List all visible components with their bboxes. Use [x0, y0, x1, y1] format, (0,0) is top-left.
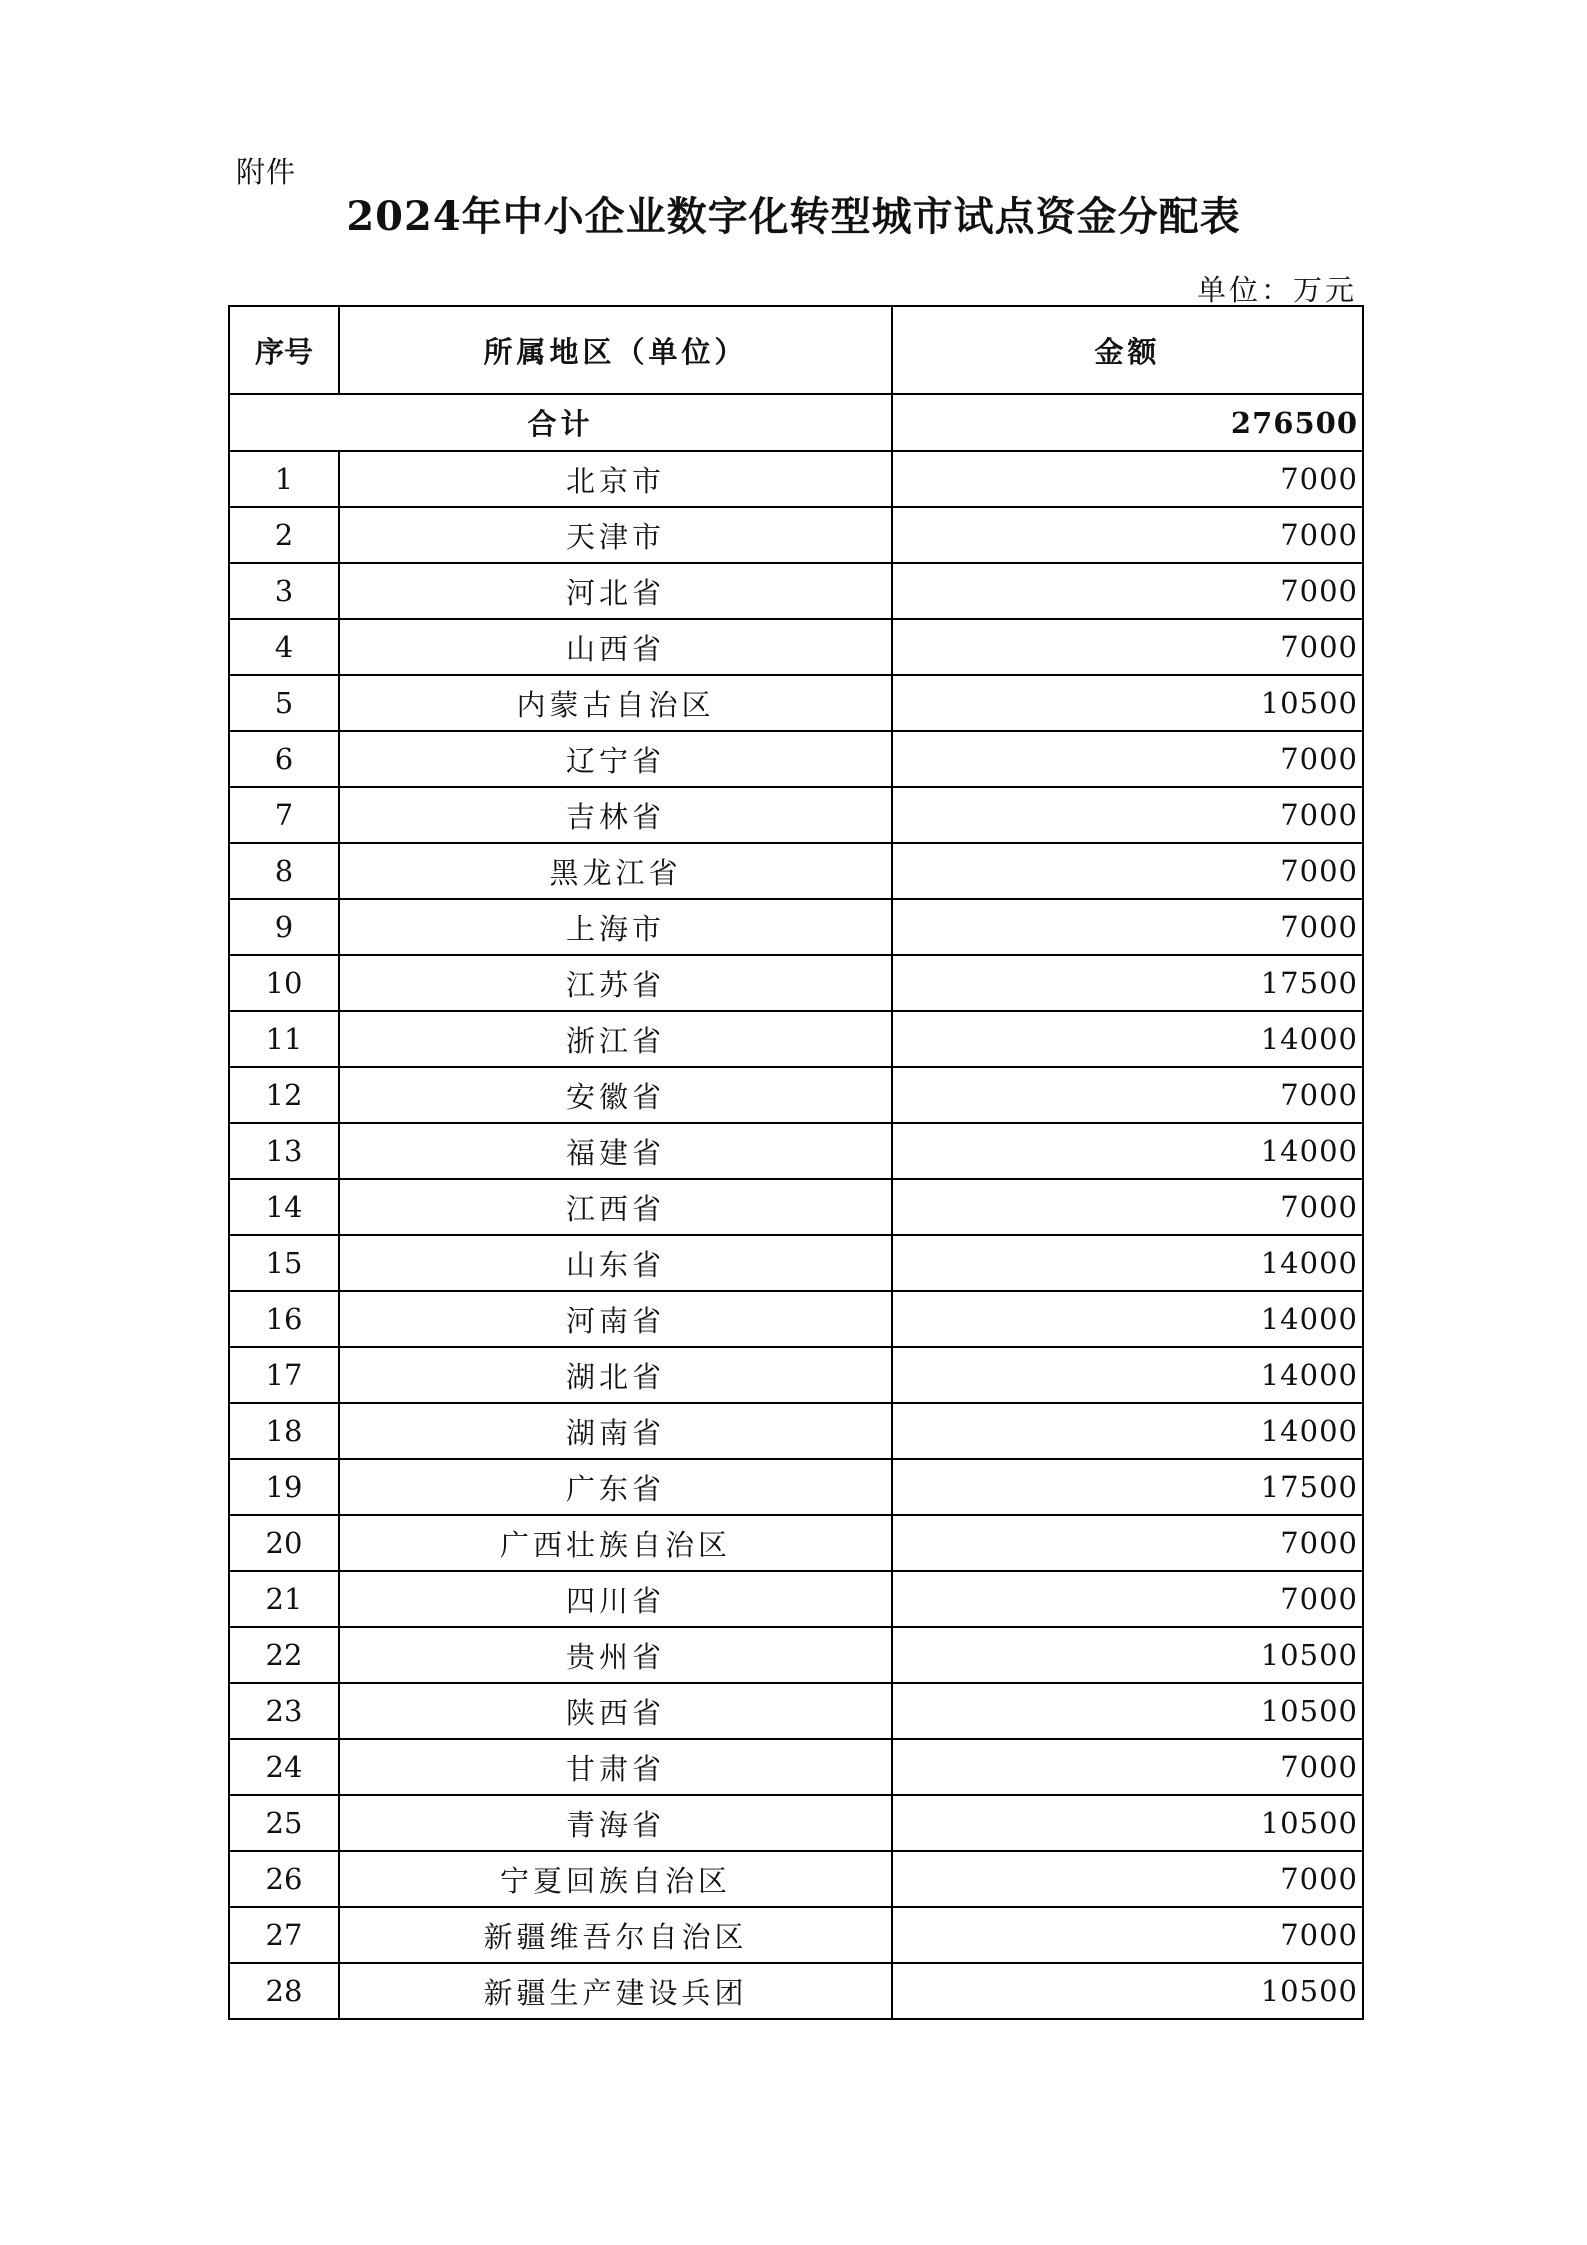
- unit-label: 单位：万元: [1196, 273, 1357, 307]
- total-row: [229, 394, 1363, 451]
- row-seq: 12: [229, 1067, 339, 1123]
- row-amount: 7000: [892, 619, 1363, 675]
- row-amount: 10500: [892, 1795, 1363, 1851]
- total-amount: 276500: [892, 394, 1363, 451]
- row-seq: 16: [229, 1291, 339, 1347]
- row-region: 贵州省: [339, 1627, 892, 1683]
- table-row: [229, 731, 1363, 787]
- row-region: 青海省: [339, 1795, 892, 1851]
- row-amount: 14000: [892, 1403, 1363, 1459]
- row-seq: 18: [229, 1403, 339, 1459]
- row-region: 天津市: [339, 507, 892, 563]
- row-region: 内蒙古自治区: [339, 675, 892, 731]
- table-row: [229, 787, 1363, 843]
- table-row: [229, 1011, 1363, 1067]
- row-amount: 7000: [892, 843, 1363, 899]
- table-row: [229, 955, 1363, 1011]
- row-region: 新疆维吾尔自治区: [339, 1907, 892, 1963]
- header-amount: 金额: [892, 306, 1363, 394]
- row-amount: 7000: [892, 1907, 1363, 1963]
- row-region: 黑龙江省: [339, 843, 892, 899]
- row-amount: 10500: [892, 1627, 1363, 1683]
- row-amount: 7000: [892, 1515, 1363, 1571]
- row-amount: 7000: [892, 731, 1363, 787]
- row-amount: 7000: [892, 899, 1363, 955]
- table-row: [229, 843, 1363, 899]
- row-seq: 22: [229, 1627, 339, 1683]
- table-row: [229, 1067, 1363, 1123]
- row-seq: 20: [229, 1515, 339, 1571]
- row-seq: 3: [229, 563, 339, 619]
- table-row: [229, 1291, 1363, 1347]
- row-seq: 19: [229, 1459, 339, 1515]
- row-seq: 25: [229, 1795, 339, 1851]
- row-seq: 26: [229, 1851, 339, 1907]
- row-region: 北京市: [339, 451, 892, 507]
- row-region: 福建省: [339, 1123, 892, 1179]
- row-region: 安徽省: [339, 1067, 892, 1123]
- header-seq: 序号: [229, 306, 339, 394]
- table-row: [229, 1179, 1363, 1235]
- row-amount: 7000: [892, 507, 1363, 563]
- row-region: 山东省: [339, 1235, 892, 1291]
- table-row: [229, 1403, 1363, 1459]
- row-seq: 2: [229, 507, 339, 563]
- table-row: [229, 1907, 1363, 1963]
- table-row: [229, 619, 1363, 675]
- table-row: [229, 1123, 1363, 1179]
- row-amount: 7000: [892, 1179, 1363, 1235]
- row-region: 湖南省: [339, 1403, 892, 1459]
- header-region: 所属地区（单位）: [339, 306, 892, 394]
- total-label: 合计: [229, 394, 892, 451]
- row-seq: 28: [229, 1963, 339, 2019]
- row-region: 四川省: [339, 1571, 892, 1627]
- table-row: [229, 1739, 1363, 1795]
- table-row: [229, 1683, 1363, 1739]
- row-seq: 14: [229, 1179, 339, 1235]
- row-region: 江西省: [339, 1179, 892, 1235]
- row-region: 江苏省: [339, 955, 892, 1011]
- row-region: 宁夏回族自治区: [339, 1851, 892, 1907]
- table-row: [229, 1347, 1363, 1403]
- row-amount: 7000: [892, 1571, 1363, 1627]
- row-seq: 6: [229, 731, 339, 787]
- table-row: [229, 1795, 1363, 1851]
- row-seq: 7: [229, 787, 339, 843]
- allocation-table: [228, 305, 1364, 2020]
- row-region: 新疆生产建设兵团: [339, 1963, 892, 2019]
- row-seq: 17: [229, 1347, 339, 1403]
- row-region: 湖北省: [339, 1347, 892, 1403]
- row-amount: 7000: [892, 1851, 1363, 1907]
- row-amount: 14000: [892, 1291, 1363, 1347]
- row-seq: 21: [229, 1571, 339, 1627]
- table-row: [229, 563, 1363, 619]
- row-region: 辽宁省: [339, 731, 892, 787]
- row-amount: 14000: [892, 1235, 1363, 1291]
- row-amount: 10500: [892, 1963, 1363, 2019]
- row-seq: 5: [229, 675, 339, 731]
- row-amount: 17500: [892, 955, 1363, 1011]
- row-seq: 27: [229, 1907, 339, 1963]
- row-amount: 10500: [892, 675, 1363, 731]
- row-amount: 7000: [892, 451, 1363, 507]
- row-amount: 10500: [892, 1683, 1363, 1739]
- row-region: 上海市: [339, 899, 892, 955]
- row-region: 山西省: [339, 619, 892, 675]
- row-seq: 10: [229, 955, 339, 1011]
- row-seq: 4: [229, 619, 339, 675]
- row-seq: 13: [229, 1123, 339, 1179]
- table-row: [229, 899, 1363, 955]
- table-row: [229, 507, 1363, 563]
- row-amount: 14000: [892, 1347, 1363, 1403]
- header-row: [229, 306, 1363, 394]
- row-amount: 7000: [892, 1739, 1363, 1795]
- row-amount: 14000: [892, 1011, 1363, 1067]
- row-seq: 15: [229, 1235, 339, 1291]
- row-seq: 1: [229, 451, 339, 507]
- page-title: 2024年中小企业数字化转型城市试点资金分配表: [346, 193, 1241, 240]
- row-region: 河南省: [339, 1291, 892, 1347]
- row-region: 广东省: [339, 1459, 892, 1515]
- row-region: 浙江省: [339, 1011, 892, 1067]
- row-amount: 14000: [892, 1123, 1363, 1179]
- table-row: [229, 1963, 1363, 2019]
- table-row: [229, 1571, 1363, 1627]
- row-amount: 7000: [892, 787, 1363, 843]
- table-row: [229, 1459, 1363, 1515]
- row-amount: 7000: [892, 1067, 1363, 1123]
- table-row: [229, 1627, 1363, 1683]
- row-seq: 9: [229, 899, 339, 955]
- row-region: 陕西省: [339, 1683, 892, 1739]
- row-region: 吉林省: [339, 787, 892, 843]
- table-row: [229, 1851, 1363, 1907]
- row-region: 广西壮族自治区: [339, 1515, 892, 1571]
- row-seq: 23: [229, 1683, 339, 1739]
- table-row: [229, 1235, 1363, 1291]
- row-region: 河北省: [339, 563, 892, 619]
- row-region: 甘肃省: [339, 1739, 892, 1795]
- row-amount: 17500: [892, 1459, 1363, 1515]
- row-seq: 8: [229, 843, 339, 899]
- table-row: [229, 451, 1363, 507]
- attachment-label: 附件: [236, 155, 297, 189]
- table-row: [229, 675, 1363, 731]
- row-seq: 11: [229, 1011, 339, 1067]
- row-amount: 7000: [892, 563, 1363, 619]
- table-row: [229, 1515, 1363, 1571]
- row-seq: 24: [229, 1739, 339, 1795]
